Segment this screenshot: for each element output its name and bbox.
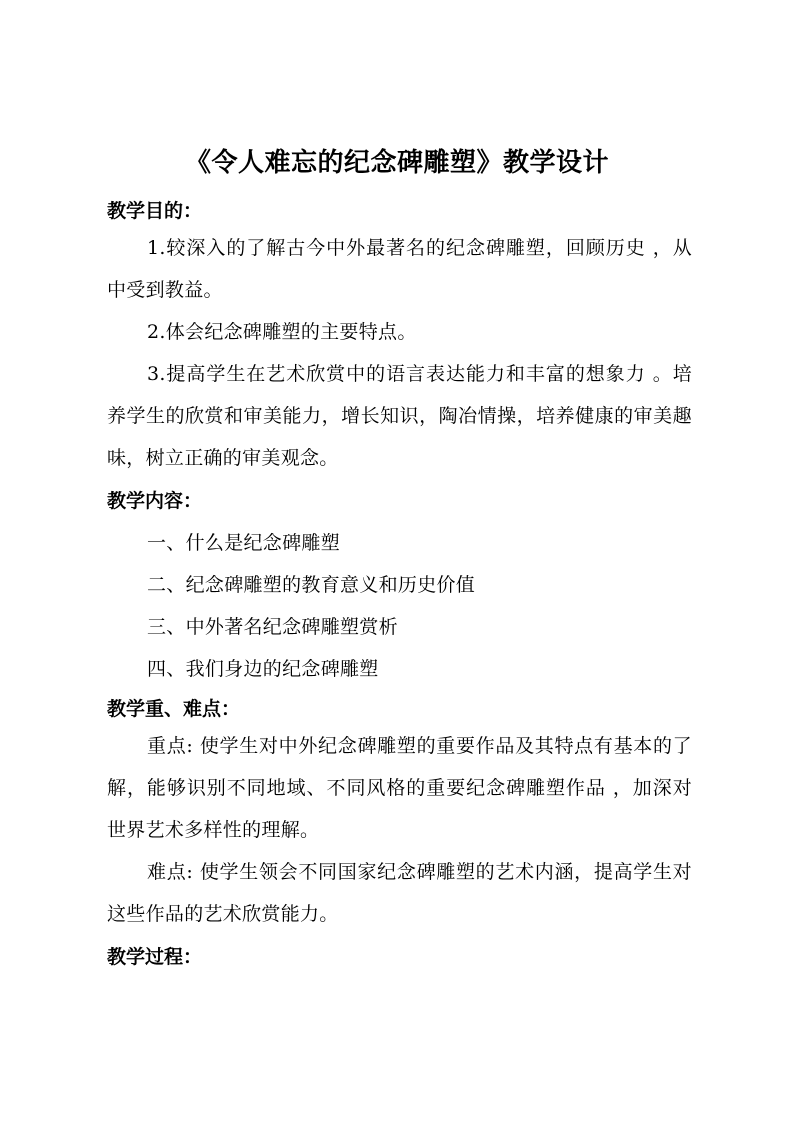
section-heading-content: 教学内容： bbox=[107, 490, 203, 512]
content-item-3: 三、中外著名纪念碑雕塑赏析 bbox=[147, 616, 398, 638]
content-item-1: 一、什么是纪念碑雕塑 bbox=[147, 532, 341, 554]
page-title: 《令人难忘的纪念碑雕塑》教学设计 bbox=[184, 148, 609, 178]
content-item-2: 二、纪念碑雕塑的教育意义和历史价值 bbox=[147, 574, 476, 596]
objective-item-3: 3.提高学生在艺术欣赏中的语言表达能力和丰富的想象力 。培养学生的欣赏和审美能力，增长知识，陶冶情操，培养健康的审美趣味，树立正确的审美观念。 bbox=[107, 363, 692, 469]
section-heading-key-points: 教学重、难点： bbox=[107, 698, 241, 720]
section-heading-process: 教学过程： bbox=[107, 946, 203, 968]
section-heading-objectives: 教学目的： bbox=[107, 200, 203, 222]
objective-item-1: 1.较深入的了解古今中外最著名的纪念碑雕塑，回顾历史 ，从中受到教益。 bbox=[107, 237, 692, 301]
content-item-4: 四、我们身边的纪念碑雕塑 bbox=[147, 658, 379, 680]
key-point-item: 重点: 使学生对中外纪念碑雕塑的重要作品及其特点有基本的了解，能够识别不同地域、不同风格的重要纪念碑雕塑作品 ，加深对世界艺术多样性的理解。 bbox=[107, 735, 692, 841]
objective-item-2: 2.体会纪念碑雕塑的主要特点。 bbox=[147, 321, 417, 343]
difficulty-item: 难点: 使学生领会不同国家纪念碑雕塑的艺术内涵，提高学生对这些作品的艺术欣赏能力。 bbox=[107, 861, 692, 925]
